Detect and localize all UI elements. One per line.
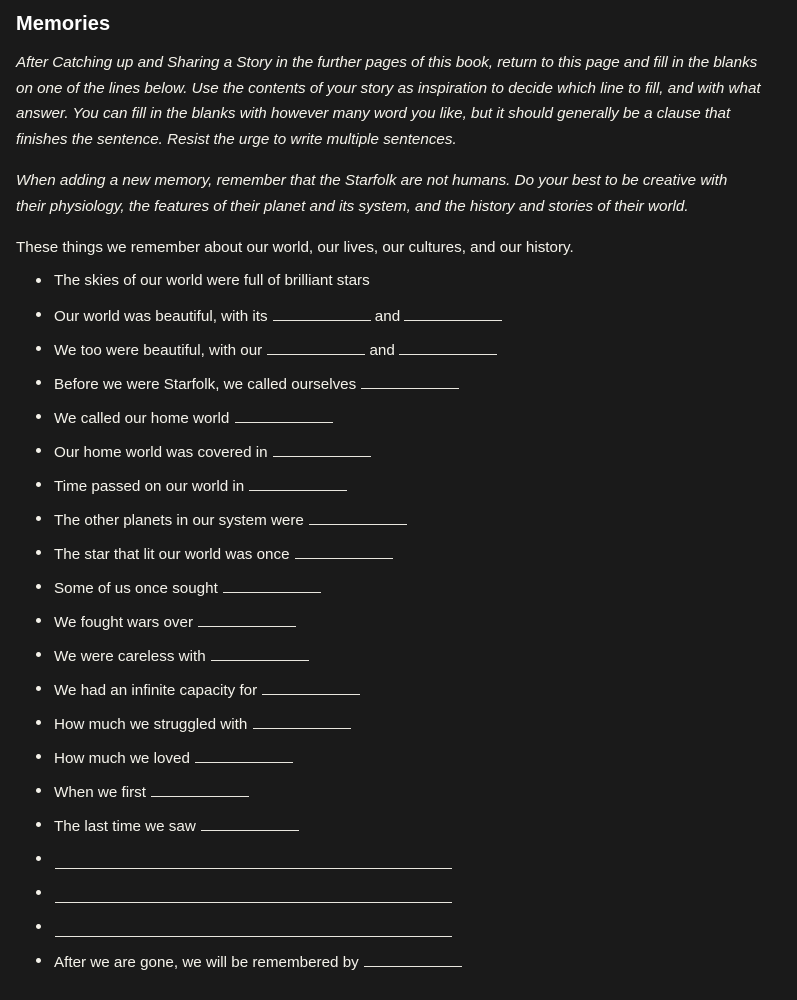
memory-item[interactable] xyxy=(14,747,783,781)
bullet-icon xyxy=(36,516,41,521)
memory-item[interactable] xyxy=(14,951,783,985)
memory-item[interactable] xyxy=(14,679,783,713)
page-title: Memories xyxy=(16,13,111,35)
fill-in-blank[interactable] xyxy=(198,611,296,627)
bullet-icon xyxy=(36,414,41,419)
bullet-icon xyxy=(36,312,41,317)
bullet-icon xyxy=(36,958,41,963)
memory-item[interactable] xyxy=(14,849,783,883)
memory-item[interactable] xyxy=(14,543,783,577)
intro-paragraph-2: When adding a new memory, remember that the Starfolk are not humans. Do your best to be creative with their physiology, the features of their planet and its system, and the history and stories of their world. xyxy=(16,172,728,215)
memory-item[interactable] xyxy=(14,713,783,747)
memory-item[interactable] xyxy=(14,917,783,951)
bullet-icon xyxy=(36,788,41,793)
memory-item[interactable] xyxy=(14,305,783,339)
bullet-icon xyxy=(36,652,41,657)
memory-item-text: How much we struggled with xyxy=(54,716,248,733)
fill-in-blank[interactable] xyxy=(201,815,299,831)
intro-paragraph-1: After Catching up and Sharing a Story in the further pages of this book, return to this page and fill in the blanks on one of the lines below. Use the contents of your story as inspiration to decide which line to fill, and with what answer. You can fill in the blanks with however many word you like, but it should generally be a clause that finishes the sentence. Resist the urge to write multiple sentences. xyxy=(16,54,761,148)
fill-in-blank[interactable] xyxy=(55,921,452,937)
memory-item[interactable] xyxy=(14,407,783,441)
memory-item-text: When we first xyxy=(54,784,146,801)
memory-item-text: After we are gone, we will be remembered by xyxy=(54,954,359,971)
fill-in-blank[interactable] xyxy=(273,441,371,457)
memory-item-conjunction: and xyxy=(374,308,401,325)
fill-in-blank[interactable] xyxy=(262,679,360,695)
bullet-icon xyxy=(36,346,41,351)
fill-in-blank[interactable] xyxy=(249,475,347,491)
fill-in-blank[interactable] xyxy=(309,509,407,525)
fill-in-blank[interactable] xyxy=(295,543,393,559)
memory-item[interactable] xyxy=(14,883,783,917)
fill-in-blank[interactable] xyxy=(273,305,371,321)
memory-item[interactable] xyxy=(14,781,783,815)
memory-item-text: The skies of our world were full of brilliant stars xyxy=(54,272,370,289)
fill-in-blank[interactable] xyxy=(253,713,351,729)
memory-item[interactable] xyxy=(14,577,783,611)
memory-item[interactable] xyxy=(14,475,783,509)
memory-item[interactable] xyxy=(14,441,783,475)
memory-item-text: The other planets in our system were xyxy=(54,512,304,529)
memory-item-text: How much we loved xyxy=(54,750,190,767)
memory-item-text: We called our home world xyxy=(54,410,230,427)
memory-item-text: We were careless with xyxy=(54,648,206,665)
bullet-icon xyxy=(36,618,41,623)
memory-item[interactable] xyxy=(14,339,783,373)
fill-in-blank[interactable] xyxy=(361,373,459,389)
fill-in-blank[interactable] xyxy=(195,747,293,763)
memory-item-text: Before we were Starfolk, we called ourselves xyxy=(54,376,357,393)
fill-in-blank[interactable] xyxy=(151,781,249,797)
bullet-icon xyxy=(36,924,41,929)
fill-in-blank[interactable] xyxy=(235,407,333,423)
memory-item-text: Our world was beautiful, with its xyxy=(54,308,268,325)
bullet-icon xyxy=(36,448,41,453)
memory-item[interactable] xyxy=(14,271,783,305)
fill-in-blank[interactable] xyxy=(364,951,462,967)
fill-in-blank[interactable] xyxy=(267,339,365,355)
memory-item-text: We fought wars over xyxy=(54,614,194,631)
memory-item[interactable] xyxy=(14,611,783,645)
lead-in-text: These things we remember about our world, our lives, our cultures, and our history. xyxy=(16,239,574,256)
bullet-icon xyxy=(36,856,41,861)
memory-item[interactable] xyxy=(14,815,783,849)
memory-item-conjunction: and xyxy=(369,342,395,359)
memory-item-text: We too were beautiful, with our xyxy=(54,342,263,359)
memory-item[interactable] xyxy=(14,373,783,407)
bullet-icon xyxy=(36,720,41,725)
memory-item[interactable] xyxy=(14,509,783,543)
fill-in-blank[interactable] xyxy=(55,853,452,869)
bullet-icon xyxy=(36,482,41,487)
memory-item[interactable] xyxy=(14,645,783,679)
bullet-icon xyxy=(36,550,41,555)
memory-item-text: We had an infinite capacity for xyxy=(54,682,258,699)
fill-in-blank[interactable] xyxy=(223,577,321,593)
memory-item-text: The star that lit our world was once xyxy=(54,546,290,563)
bullet-icon xyxy=(36,278,41,283)
fill-in-blank[interactable] xyxy=(404,305,502,321)
bullet-icon xyxy=(36,754,41,759)
memory-item-text: Time passed on our world in xyxy=(54,478,245,495)
bullet-icon xyxy=(36,686,41,691)
bullet-icon xyxy=(36,890,41,895)
bullet-icon xyxy=(36,822,41,827)
memory-item-text: Some of us once sought xyxy=(54,580,218,597)
fill-in-blank[interactable] xyxy=(55,887,452,903)
fill-in-blank[interactable] xyxy=(211,645,309,661)
bullet-icon xyxy=(36,584,41,589)
memory-item-text: Our home world was covered in xyxy=(54,444,268,461)
fill-in-blank[interactable] xyxy=(399,339,497,355)
memory-list xyxy=(14,271,783,985)
memory-item-text: The last time we saw xyxy=(54,818,196,835)
bullet-icon xyxy=(36,380,41,385)
